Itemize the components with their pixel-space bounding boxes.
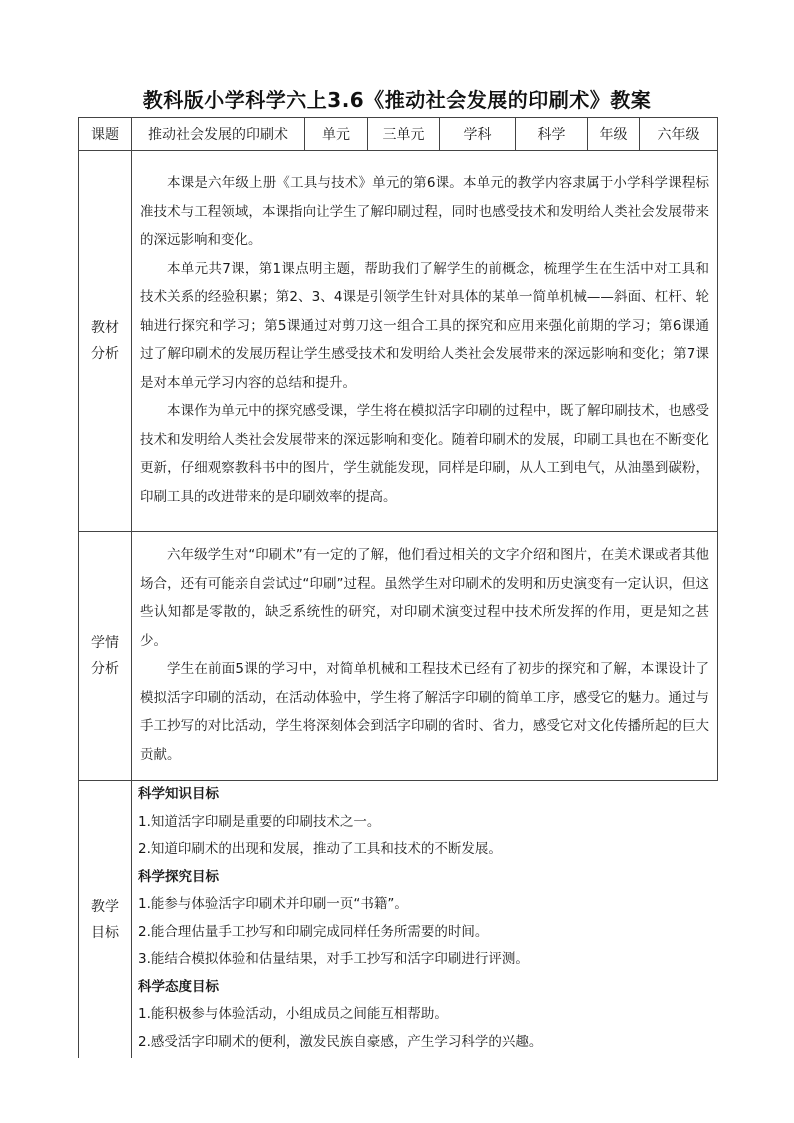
teaching-goals-label-line1: 教学 [91,898,119,915]
student-analysis-content [132,532,718,781]
unit-value: 三单元 [368,118,440,151]
student-analysis-row [79,532,718,781]
textbook-analysis-label [79,151,132,532]
goal-group-heading: 科学态度目标 [138,978,219,995]
textbook-analysis-label-line2: 分析 [91,346,119,362]
goal-group-heading: 科学探究目标 [138,868,219,885]
grade-value: 六年级 [640,118,718,151]
textbook-analysis-row [79,151,718,532]
lesson-plan-table [78,117,718,1058]
unit-label: 单元 [305,118,368,151]
goal-item: 1.能积极参与体验活动，小组成员之间能互相帮助。 [138,1006,448,1022]
textbook-analysis-content [132,151,718,532]
teaching-goals-row [79,781,718,1059]
goal-group-heading: 科学知识目标 [138,786,219,802]
textbook-analysis-label-line1: 教材 [91,320,119,336]
teaching-goals-label [79,781,132,1059]
header-row [79,118,718,151]
teaching-goals-label-line2: 目标 [91,924,119,941]
teaching-goals-content [132,781,718,1059]
subject-label: 学科 [440,118,516,151]
grade-label: 年级 [588,118,640,151]
course-label: 课题 [79,118,132,151]
textbook-analysis-paragraph: 本单元共7课，第1课点明主题，帮助我们了解学生的前概念，梳理学生在生活中对工具和技术关系的经验积累；第2、3、4课是引领学生针对具体的某单一简单机械——斜面、杠杆、轮轴进行探究和学习；第5课通过对剪刀这一组合工具的探究和应用来强化前期的学习；第6课通过了解印刷术的发展历程让学生感受技术和发明给人类社会发展带来的深远影响和变化；第7课是对本单元学习内容的总结和提升。 [140,260,709,391]
course-value: 推动社会发展的印刷术 [132,118,305,151]
page-title: 教科版小学科学六上3.6《推动社会发展的印刷术》教案 [142,88,652,112]
goal-item: 2.感受活字印刷术的便利，激发民族自豪感，产生学习科学的兴趣。 [138,1033,543,1050]
goal-item: 2.能合理估量手工抄写和印刷完成同样任务所需要的时间。 [138,923,489,940]
goal-item: 3.能结合模拟体验和估量结果，对手工抄写和活字印刷进行评测。 [138,951,529,967]
student-analysis-paragraph: 六年级学生对“印刷术”有一定的了解，他们看过相关的文字介绍和图片，在美术课或者其他场合，还有可能亲自尝试过“印刷”过程。虽然学生对印刷术的发明和历史演变有一定认识，但这些认知都是零散的，缺乏系统性的研究，对印刷术演变过程中技术所发挥的作用，更是知之甚少。 [140,547,709,649]
subject-value: 科学 [516,118,588,151]
textbook-analysis-paragraph: 本课是六年级上册《工具与技术》单元的第6课。本单元的教学内容隶属于小学科学课程标准技术与工程领域，本课指向让学生了解印刷过程，同时也感受技术和发明给人类社会发展带来的深远影响和变化。 [140,175,709,248]
goal-item: 1.能参与体验活字印刷术并印刷一页“书籍”。 [138,896,408,912]
student-analysis-paragraph: 学生在前面5课的学习中，对简单机械和工程技术已经有了初步的探究和了解，本课设计了模拟活字印刷的活动，在活动体验中，学生将了解活字印刷的简单工序，感受它的魅力。通过与手工抄写的对比活动，学生将深刻体会到活字印刷的省时、省力，感受它对文化传播所起的巨大贡献。 [140,661,709,763]
student-analysis-label-line2: 分析 [91,661,119,677]
textbook-analysis-paragraph: 本课作为单元中的探究感受课，学生将在模拟活字印刷的过程中，既了解印刷技术，也感受技术和发明给人类社会发展带来的深远影响和变化。随着印刷术的发展，印刷工具也在不断变化更新，仔细观察教科书中的图片，学生就能发现，同样是印刷，从人工到电气，从油墨到碳粉，印刷工具的改进带来的是印刷效率的提高。 [140,403,709,505]
student-analysis-label-line1: 学情 [91,635,119,651]
student-analysis-label [79,532,132,781]
goal-item: 2.知道印刷术的出现和发展，推动了工具和技术的不断发展。 [138,841,502,857]
goal-item: 1.知道活字印刷是重要的印刷技术之一。 [138,813,381,830]
